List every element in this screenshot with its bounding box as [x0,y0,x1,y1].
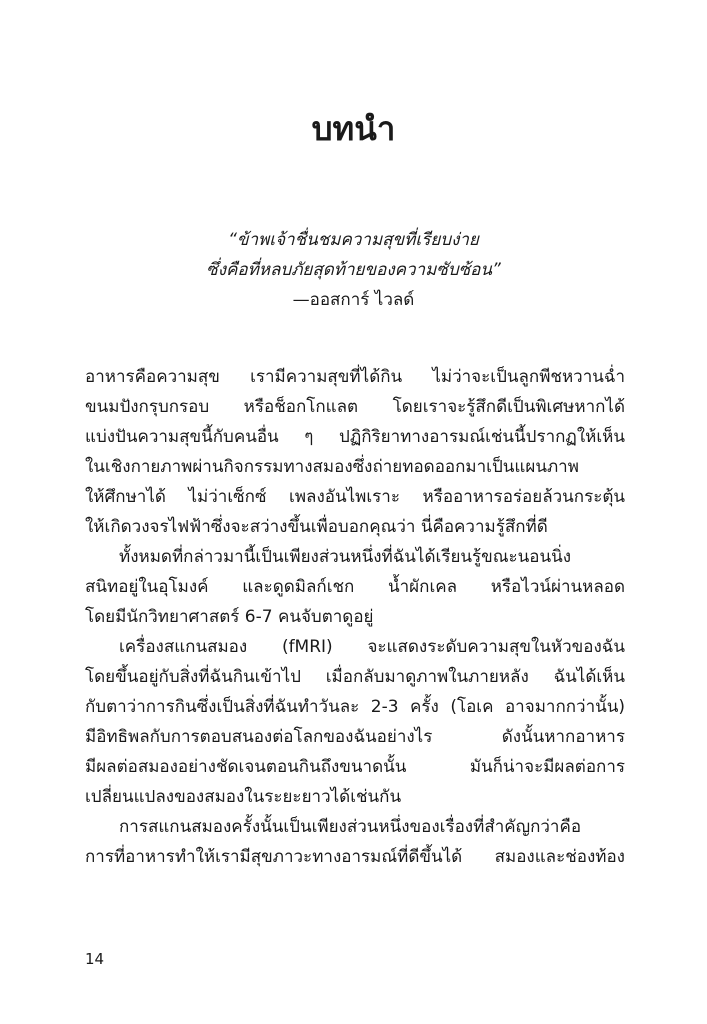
paragraph-line: มีอิทธิพลกับการตอบสนองต่อโลกของฉันอย่างไร ดังนั้นหากอาหาร [85,727,625,747]
epigraph-quote-line: “ข้าพเจ้าชื่นชมความสุขที่เรียบง่าย [228,230,479,250]
body-text [85,362,625,872]
paragraph-line: การที่อาหารทำให้เรามีสุขภาวะทางอารมณ์ที่ดีขึ้นได้ สมองและช่องท้อง [85,847,625,867]
page-number: 14 [85,950,105,968]
paragraph-line: ในเชิงกายภาพผ่านกิจกรรมทางสมองซึ่งถ่ายทอดออกมาเป็นแผนภาพ [85,457,579,477]
paragraph-line: ขนมปังกรุบกรอบ หรือช็อกโกแลต โดยเราจะรู้สึกดีเป็นพิเศษหากได้ [85,397,625,417]
paragraph-line: โดยขึ้นอยู่กับสิ่งที่ฉันกินเข้าไป เมื่อกลับมาดูภาพในภายหลัง ฉันได้เห็น [85,667,625,687]
paragraph-line: เครื่องสแกนสมอง (fMRI) จะแสดงระดับความสุขในหัวของฉัน [119,637,625,657]
paragraph-line: โดยมีนักวิทยาศาสตร์ 6-7 คนจับตาดูอยู่ [85,607,374,627]
paragraph-line: ทั้งหมดที่กล่าวมานี้เป็นเพียงส่วนหนึ่งที่ฉันได้เรียนรู้ขณะนอนนิ่ง [119,547,572,567]
epigraph-quote-line: ซึ่งคือที่หลบภัยสุดท้ายของความซับซ้อน” [206,260,501,280]
paragraph-line: ให้เกิดวงจรไฟฟ้าซึ่งจะสว่างขึ้นเพื่อบอกคุณว่า นี่คือความรู้สึกที่ดี [85,517,548,537]
paragraph-line: กับตาว่าการกินซึ่งเป็นสิ่งที่ฉันทำวันละ 2-3 ครั้ง (โอเค อาจมากกว่านั้น) [85,697,625,717]
epigraph-attribution: —ออสการ์ ไวลด์ [292,290,415,310]
epigraph [0,225,707,315]
paragraph-line: เปลี่ยนแปลงของสมองในระยะยาวได้เช่นกัน [85,787,402,807]
paragraph-line: ให้ศึกษาได้ ไม่ว่าเซ็กซ์ เพลงอันไพเราะ หรืออาหารอร่อยล้วนกระตุ้น [85,487,625,507]
paragraph-line: สนิทอยู่ในอุโมงค์ และดูดมิลก์เชก น้ำผักเคล หรือไวน์ผ่านหลอด [85,577,625,597]
paragraph-line: แบ่งปันความสุขนี้กับคนอื่น ๆ ปฏิกิริยาทางอารมณ์เช่นนี้ปรากฏให้เห็น [85,427,625,447]
paragraph-line: มีผลต่อสมองอย่างชัดเจนตอนกินถึงขนาดนั้น มันก็น่าจะมีผลต่อการ [85,757,625,777]
paragraph-line: การสแกนสมองครั้งนั้นเป็นเพียงส่วนหนึ่งของเรื่องที่สำคัญกว่าคือ [119,817,582,837]
paragraph-line: อาหารคือความสุข เรามีความสุขที่ได้กิน ไม่ว่าจะเป็นลูกพีชหวานฉ่ำ [85,367,625,387]
chapter-title: บทนำ [311,109,396,148]
